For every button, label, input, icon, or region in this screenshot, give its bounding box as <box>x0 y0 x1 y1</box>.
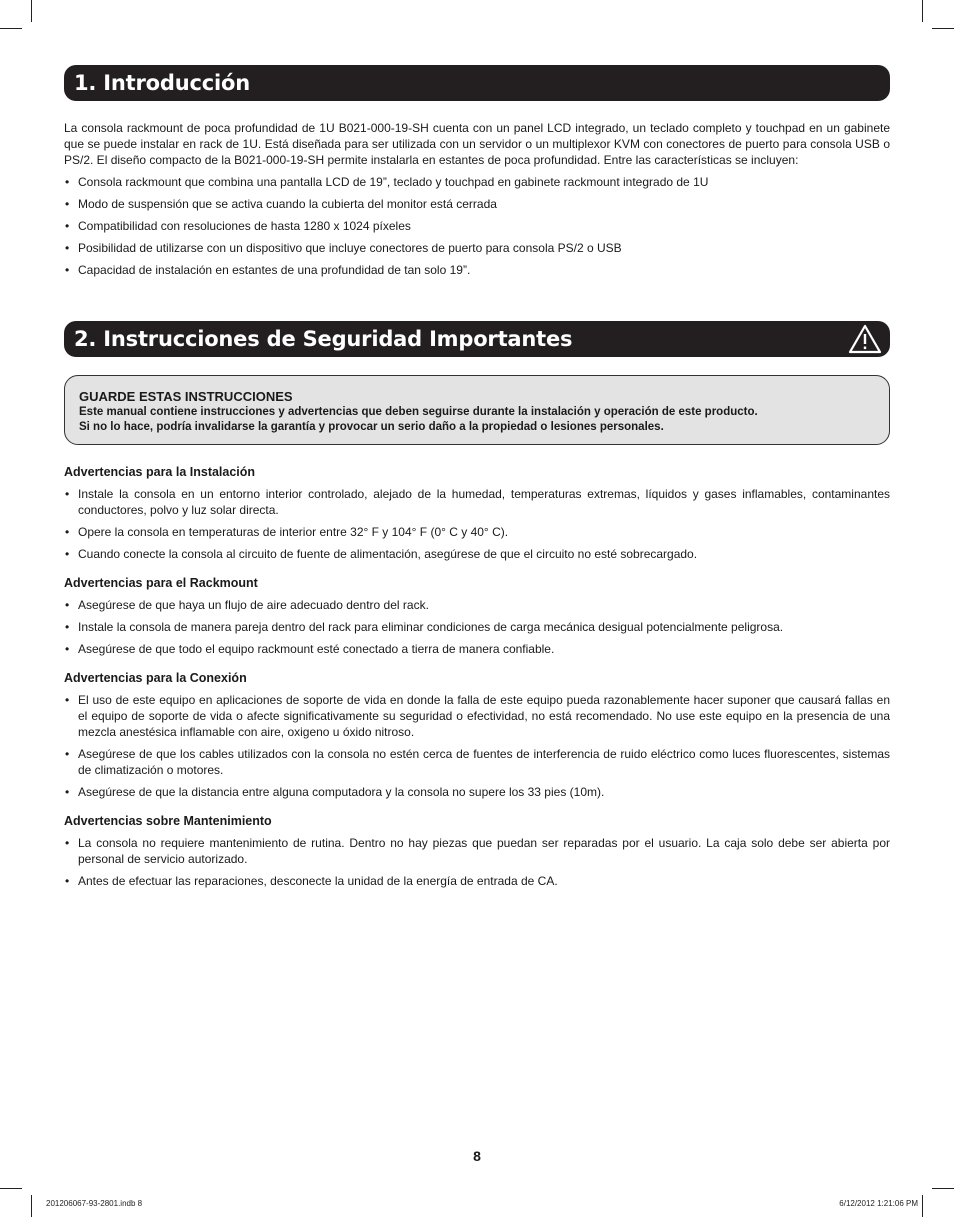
list-item: • Instale la consola en un entorno interior controlado, alejado de la humedad, temperaturas extremas, líquidos y gases inflamables, contaminantes conductores, polvo y luz solar directa. <box>65 487 890 517</box>
list-item: • Consola rackmount que combina una pantalla LCD de 19”, teclado y touchpad en gabinete rackmount integrado de 1U <box>65 175 709 189</box>
crop-mark <box>932 1188 954 1189</box>
section-2-banner <box>64 321 890 357</box>
list-item: • Capacidad de instalación en estantes de una profundidad de tan solo 19”. <box>65 263 471 277</box>
list-item: • Opere la consola en temperaturas de interior entre 32° F y 104° F (0° C y 40° C). <box>65 525 509 539</box>
print-timestamp: 6/12/2012 1:21:06 PM <box>839 1199 918 1208</box>
warning-list <box>64 597 890 657</box>
list-item: • Asegúrese de que los cables utilizados con la consola no estén cerca de fuentes de interferencia de ruido eléctrico como luces fluorescentes, sistemas de climatización o motores. <box>65 747 890 777</box>
crop-mark <box>31 1195 32 1217</box>
section-2-heading: 2. Instrucciones de Seguridad Importantes <box>74 327 573 351</box>
page-number: 8 <box>473 1148 481 1164</box>
group-heading: Advertencias para la Conexión <box>64 671 247 685</box>
callout-title: GUARDE ESTAS INSTRUCCIONES <box>79 389 293 404</box>
callout-line: Este manual contiene instrucciones y advertencias que deben seguirse durante la instalación y operación de este producto. <box>79 406 758 418</box>
crop-mark <box>0 1188 22 1189</box>
list-item: • La consola no requiere mantenimiento de rutina. Dentro no hay piezas que puedan ser reparadas por el usuario. La caja solo debe ser abierta por personal de servicio autorizado. <box>65 836 890 866</box>
list-item: • Cuando conecte la consola al circuito de fuente de alimentación, asegúrese de que el circuito no esté sobrecargado. <box>65 547 698 561</box>
warning-group-connection <box>64 670 890 800</box>
save-instructions-callout <box>64 375 890 445</box>
crop-mark <box>0 28 22 29</box>
crop-mark <box>922 1195 923 1217</box>
list-item: • El uso de este equipo en aplicaciones de soporte de vida en donde la falla de este equipo pueda razonablemente hacer suponer que causará fallas en el equipo de soporte de vida o afecte significativamente su seguridad o efectividad, no está recomendado. No use este equipo en la presencia de una mezcla anestésica inflamable con aire, oxigeno u óxido nitroso. <box>65 693 890 739</box>
group-heading: Advertencias para el Rackmount <box>64 576 258 590</box>
list-item: • Modo de suspensión que se activa cuando la cubierta del monitor está cerrada <box>65 197 497 211</box>
callout-line: Si no lo hace, podría invalidarse la garantía y provocar un serio daño a la propiedad o lesiones personales. <box>79 421 664 433</box>
warning-list <box>64 486 890 562</box>
warnings-body <box>64 464 890 895</box>
group-heading: Advertencias sobre Mantenimiento <box>64 814 272 828</box>
intro-paragraph: La consola rackmount de poca profundidad de 1U B021-000-19-SH cuenta con un panel LCD integrado, un teclado completo y touchpad en un gabinete que se puede instalar en rack de 1U. Está diseñada para ser utilizada con un servidor o un multiplexor KVM con conectores de puerto para consola USB o PS/2. El diseño compacto de la B021-000-19-SH permite instalarla en estantes de poca profundidad. Entre las características se incluyen: <box>64 121 890 167</box>
crop-mark <box>31 0 32 22</box>
crop-mark <box>932 28 954 29</box>
list-item: • Asegúrese de que haya un flujo de aire adecuado dentro del rack. <box>65 598 429 612</box>
warning-group-maintenance <box>64 813 890 889</box>
list-item: • Compatibilidad con resoluciones de hasta 1280 x 1024 píxeles <box>65 219 411 233</box>
warning-list <box>64 835 890 889</box>
list-item: • Antes de efectuar las reparaciones, desconecte la unidad de la energía de entrada de CA. <box>65 874 558 888</box>
section-1-banner <box>64 65 890 101</box>
crop-mark <box>922 0 923 22</box>
section-1-heading: 1. Introducción <box>74 71 250 95</box>
warning-group-installation <box>64 464 890 562</box>
list-item: • Instale la consola de manera pareja dentro del rack para eliminar condiciones de carga mecánica desigual potencialmente peligrosa. <box>65 620 784 634</box>
list-item: • Posibilidad de utilizarse con un dispositivo que incluye conectores de puerto para consola PS/2 o USB <box>65 241 622 255</box>
group-heading: Advertencias para la Instalación <box>64 465 256 479</box>
warning-group-rackmount <box>64 575 890 657</box>
list-item: • Asegúrese de que todo el equipo rackmount esté conectado a tierra de manera confiable. <box>65 642 555 656</box>
list-item: • Asegúrese de que la distancia entre alguna computadora y la consola no supere los 33 pies (10m). <box>65 785 605 799</box>
feature-list <box>64 174 890 278</box>
warning-triangle-icon <box>848 324 882 354</box>
section-1-body <box>64 120 890 284</box>
warning-list <box>64 692 890 800</box>
file-slug: 201206067-93-2801.indb 8 <box>46 1199 143 1208</box>
